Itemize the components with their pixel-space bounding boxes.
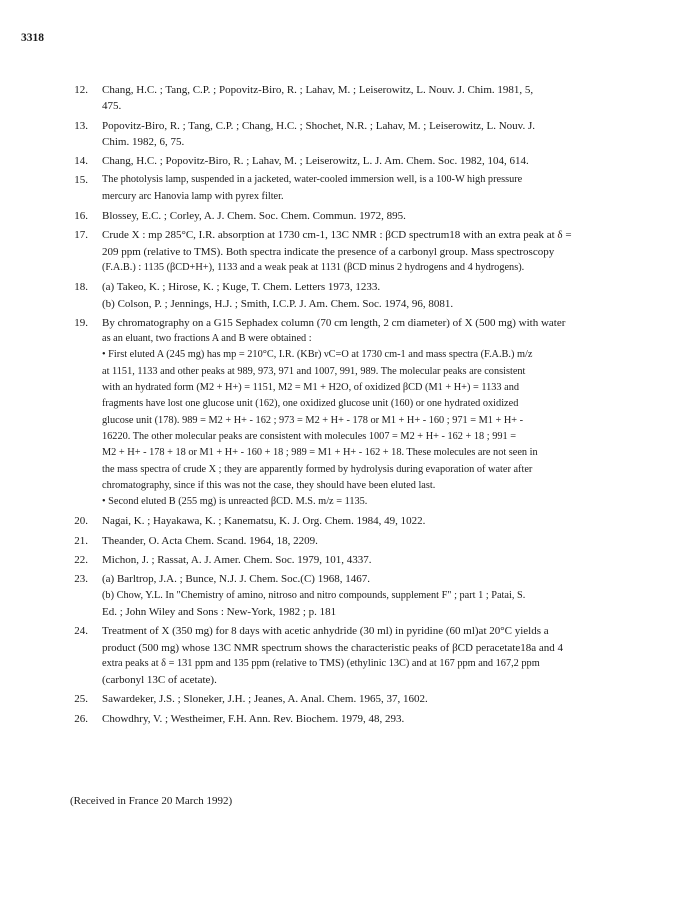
reference-item-18 (56, 279, 622, 312)
reference-line: Theander, O. Acta Chem. Scand. 1964, 18, 2209. (102, 534, 318, 547)
reference-item-25 (56, 691, 622, 707)
reference-number: 26. (74, 712, 88, 725)
reference-line: M2 + H+ - 178 + 18 or M1 + H+ - 160 + 18 ; 989 = M1 + H+ - 162 + 18. These molecules are not seen in (102, 447, 538, 459)
reference-number: 14. (74, 155, 88, 168)
reference-number: 13. (74, 119, 88, 132)
received-note: (Received in France 20 March 1992) (70, 795, 233, 807)
reference-number: 18. (74, 281, 88, 294)
reference-line: Chang, H.C. ; Tang, C.P. ; Popovitz-Biro, R. ; Lahav, M. ; Leiserowitz, L. Nouv. J. Chim. 1981, 5, (102, 84, 534, 96)
reference-line: Chang, H.C. ; Popovitz-Biro, R. ; Lahav, M. ; Leiserowitz, L. J. Am. Chem. Soc. 1982, 104, 614. (102, 155, 529, 168)
reference-line: (a) Takeo, K. ; Hirose, K. ; Kuge, T. Chem. Letters 1973, 1233. (102, 281, 381, 294)
reference-line: 475. (102, 100, 122, 113)
reference-line: at 1151, 1133 and other peaks at 989, 973, 971 and 1007, 991, 989. The molecular peaks are consistent (102, 365, 526, 377)
reference-number: 24. (74, 625, 88, 638)
reference-item-17 (56, 227, 622, 276)
reference-line: mercury arc Hanovia lamp with pyrex filter. (102, 190, 284, 202)
reference-number: 25. (74, 693, 88, 706)
reference-line: Chowdhry, V. ; Westheimer, F.H. Ann. Rev. Biochem. 1979, 48, 293. (102, 712, 405, 725)
reference-number: 21. (74, 534, 88, 547)
reference-number: 17. (74, 229, 88, 242)
reference-line: (a) Barltrop, J.A. ; Bunce, N.J. J. Chem. Soc.(C) 1968, 1467. (102, 573, 370, 586)
reference-line: Nagai, K. ; Hayakawa, K. ; Kanematsu, K. J. Org. Chem. 1984, 49, 1022. (102, 515, 426, 528)
reference-line: • First eluted A (245 mg) has mp = 210°C, I.R. (KBr) νC=O at 1730 cm-1 and mass spectra (F.A.B.) m/z (102, 349, 533, 361)
reference-item-22 (56, 552, 622, 568)
reference-line: extra peaks at δ = 131 ppm and 135 ppm (relative to TMS) (ethylinic 13C) and at 167 ppm and 167,2 ppm (102, 657, 540, 669)
reference-line: fragments have lost one glucose unit (162), one oxidized glucose unit (160) or one hydrated oxidized (102, 398, 519, 410)
reference-line: product (500 mg) whose 13C NMR spectrum shows the characteristic peaks of βCD peracetate18a and 4 (102, 641, 564, 654)
reference-line: Blossey, E.C. ; Corley, A. J. Chem. Soc. Chem. Commun. 1972, 895. (102, 210, 406, 223)
reference-item-19 (56, 315, 622, 511)
reference-number: 19. (74, 316, 88, 329)
reference-item-15 (56, 172, 622, 205)
reference-line: as an eluant, two fractions A and B were obtained : (102, 333, 312, 345)
reference-number: 16. (74, 210, 88, 223)
reference-number: 12. (74, 84, 88, 96)
reference-item-16 (56, 208, 622, 224)
reference-line: (b) Chow, Y.L. In "Chemistry of amino, nitroso and nitro compounds, supplement F" ; part 1 ; Patai, S. (102, 589, 526, 601)
reference-line: Sawardeker, J.S. ; Sloneker, J.H. ; Jeanes, A. Anal. Chem. 1965, 37, 1602. (102, 693, 428, 706)
reference-line: (F.A.B.) : 1135 (βCD+H+), 1133 and a weak peak at 1131 (βCD minus 2 hydrogens and 4 hydrogens). (102, 261, 525, 273)
reference-number: 23. (74, 573, 88, 586)
reference-line: • Second eluted B (255 mg) is unreacted βCD. M.S. m/z = 1135. (102, 496, 368, 508)
reference-item-20 (56, 513, 622, 529)
reference-item-12 (56, 82, 622, 115)
reference-line: (carbonyl 13C of acetate). (102, 674, 217, 687)
reference-line: By chromatography on a G15 Sephadex column (70 cm length, 2 cm diameter) of X (500 mg) with water (102, 316, 566, 329)
reference-line: the mass spectra of crude X ; they are apparently formed by hydrolysis during evaporation of water after (102, 463, 533, 475)
reference-line: The photolysis lamp, suspended in a jacketed, water-cooled immersion well, is a 100-W high pressure (102, 174, 523, 186)
reference-line: with an hydrated form (M2 + H+) = 1151, M2 = M1 + H2O, of oxidized βCD (M1 + H+) = 1133 and (102, 382, 519, 394)
reference-item-13 (56, 118, 622, 151)
reference-number: 22. (74, 554, 88, 567)
reference-line: Treatment of X (350 mg) for 8 days with acetic anhydride (30 ml) in pyridine (60 ml)at 20°C yields a (102, 625, 549, 638)
reference-line: 209 ppm (relative to TMS). Both spectra indicate the presence of a carbonyl group. Mass spectroscopy (102, 245, 555, 258)
reference-item-21 (56, 533, 622, 549)
reference-line: Ed. ; John Wiley and Sons : New-York, 1982 ; p. 181 (102, 605, 337, 618)
reference-item-23 (56, 571, 622, 620)
reference-line: Crude X : mp 285°C, I.R. absorption at 1730 cm-1, 13C NMR : βCD spectrum18 with an extra peak at δ = (102, 229, 572, 242)
reference-item-24 (56, 623, 622, 688)
reference-list (56, 82, 622, 730)
reference-line: chromatography, since if this was not the case, they should have been eluted last. (102, 479, 436, 491)
page-number: 3318 (21, 32, 44, 44)
reference-number: 15. (74, 174, 88, 187)
reference-number: 20. (74, 515, 88, 528)
reference-line: 16220. The other molecular peaks are consistent with molecules 1007 = M2 + H+ - 162 + 18 ; 991 = (102, 430, 517, 442)
reference-item-14 (56, 153, 622, 169)
reference-item-26 (56, 711, 622, 727)
reference-line: (b) Colson, P. ; Jennings, H.J. ; Smith, I.C.P. J. Am. Chem. Soc. 1974, 96, 8081. (102, 297, 454, 310)
reference-line: Michon, J. ; Rassat, A. J. Amer. Chem. Soc. 1979, 101, 4337. (102, 554, 372, 567)
reference-line: glucose unit (178). 989 = M2 + H+ - 162 ; 973 = M2 + H+ - 178 or M1 + H+ - 160 ; 971 = M1 + H+ - (102, 414, 524, 426)
reference-line: Chim. 1982, 6, 75. (102, 135, 185, 148)
reference-line: Popovitz-Biro, R. ; Tang, C.P. ; Chang, H.C. ; Shochet, N.R. ; Lahav, M. ; Leiserowitz, L. Nouv. J. (102, 119, 535, 132)
